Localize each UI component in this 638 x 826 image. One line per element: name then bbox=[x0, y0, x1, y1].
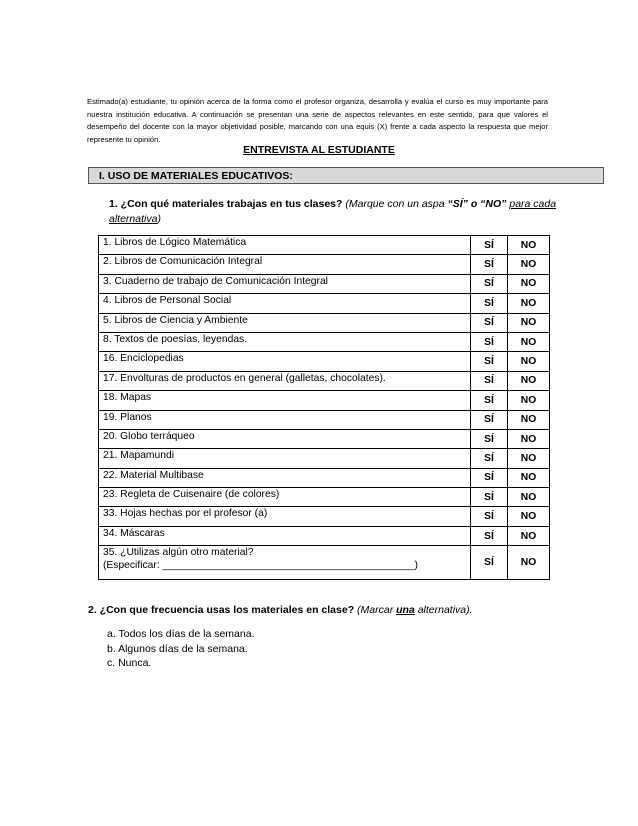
table-row bbox=[99, 410, 550, 429]
question-1-paren-open: ( bbox=[342, 198, 349, 210]
item-label: 1. Libros de Lógico Matemática bbox=[99, 236, 471, 255]
question-2-una: una bbox=[396, 604, 415, 616]
item-label: 33. Hojas hechas por el profesor (a) bbox=[99, 507, 471, 526]
no-cell[interactable]: NO bbox=[508, 449, 550, 468]
item-35-question: 35. ¿Utilizas algún otro material? bbox=[103, 547, 254, 559]
yes-cell[interactable]: SÍ bbox=[471, 546, 508, 580]
table-row bbox=[99, 313, 550, 332]
yes-cell[interactable]: SÍ bbox=[471, 313, 508, 332]
question-2 bbox=[88, 604, 473, 616]
yes-cell[interactable]: SÍ bbox=[471, 391, 508, 410]
question-2-options bbox=[107, 627, 254, 671]
item-label: 16. Enciclopedias bbox=[99, 352, 471, 371]
item-label: 17. Envolturas de productos en general (galletas, chocolates). bbox=[99, 371, 471, 390]
yes-cell[interactable]: SÍ bbox=[471, 429, 508, 448]
item-label: 5. Libros de Ciencia y Ambiente bbox=[99, 313, 471, 332]
no-cell[interactable]: NO bbox=[508, 507, 550, 526]
yes-cell[interactable]: SÍ bbox=[471, 371, 508, 390]
interview-title: ENTREVISTA AL ESTUDIANTE bbox=[243, 144, 395, 156]
item-35-specify: (Especificar: ____________________________________________) bbox=[103, 560, 418, 572]
no-cell[interactable]: NO bbox=[508, 526, 550, 545]
option-b[interactable]: b. Algunos días de la semana. bbox=[107, 642, 248, 655]
table-row bbox=[99, 507, 550, 526]
table-row bbox=[99, 449, 550, 468]
question-1-si-no: “SÍ” o “NO” bbox=[447, 198, 507, 210]
no-cell[interactable]: NO bbox=[508, 546, 550, 580]
no-cell[interactable]: NO bbox=[508, 429, 550, 448]
item-label: 34. Máscaras bbox=[99, 526, 471, 545]
item-label: 19. Planos bbox=[99, 410, 471, 429]
table-row bbox=[99, 274, 550, 293]
no-cell[interactable]: NO bbox=[508, 391, 550, 410]
yes-cell[interactable]: SÍ bbox=[471, 507, 508, 526]
table-row bbox=[99, 488, 550, 507]
item-label: 18. Mapas bbox=[99, 391, 471, 410]
no-cell[interactable]: NO bbox=[508, 352, 550, 371]
option-c[interactable]: c. Nunca. bbox=[107, 657, 152, 669]
question-1-para: para cada alternativa bbox=[109, 198, 557, 225]
no-cell[interactable]: NO bbox=[508, 332, 550, 351]
section-header bbox=[88, 167, 604, 184]
table-row bbox=[99, 429, 550, 448]
yes-cell[interactable]: SÍ bbox=[471, 274, 508, 293]
no-cell[interactable]: NO bbox=[508, 313, 550, 332]
yes-cell[interactable]: SÍ bbox=[471, 294, 508, 313]
table-row bbox=[99, 352, 550, 371]
yes-cell[interactable]: SÍ bbox=[471, 352, 508, 371]
table-row bbox=[99, 468, 550, 487]
no-cell[interactable]: NO bbox=[508, 410, 550, 429]
question-1 bbox=[109, 197, 579, 227]
no-cell[interactable]: NO bbox=[508, 468, 550, 487]
table-row bbox=[99, 236, 550, 255]
item-label: 8. Textos de poesías, leyendas. bbox=[99, 332, 471, 351]
yes-cell[interactable]: SÍ bbox=[471, 236, 508, 255]
yes-cell[interactable]: SÍ bbox=[471, 526, 508, 545]
yes-cell[interactable]: SÍ bbox=[471, 410, 508, 429]
item-label: 22. Material Multibase bbox=[99, 468, 471, 487]
intro-paragraph: Estimado(a) estudiante, tu opinión acerca de la forma como el profesor organiza, desarrolla y evalúa el curso es muy importante para nuestra institución educativa. A continuación se presentan una serie de aspectos relevantes en este sentido, para que valores el desempeño del docente con la mayor objetividad posible, marcando con una equis (X) frente a cada aspecto la respuesta que mejor represente tu opinión. bbox=[87, 97, 548, 144]
no-cell[interactable]: NO bbox=[508, 255, 550, 274]
table-row bbox=[99, 255, 550, 274]
table-row bbox=[99, 371, 550, 390]
item-label: 3. Cuaderno de trabajo de Comunicación Integral bbox=[99, 274, 471, 293]
question-1-text: 1. ¿Con qué materiales trabajas en tus clases? bbox=[109, 198, 343, 210]
item-label: 4. Libros de Personal Social bbox=[99, 294, 471, 313]
item-label: 2. Libros de Comunicación Integral bbox=[99, 255, 471, 274]
item-label: 21. Mapamundi bbox=[99, 449, 471, 468]
table-row bbox=[99, 332, 550, 351]
no-cell[interactable]: NO bbox=[508, 236, 550, 255]
item-label: 23. Regleta de Cuisenaire (de colores) bbox=[99, 488, 471, 507]
table-row bbox=[99, 546, 550, 580]
no-cell[interactable]: NO bbox=[508, 488, 550, 507]
no-cell[interactable]: NO bbox=[508, 294, 550, 313]
yes-cell[interactable]: SÍ bbox=[471, 449, 508, 468]
table-row bbox=[99, 391, 550, 410]
yes-cell[interactable]: SÍ bbox=[471, 468, 508, 487]
no-cell[interactable]: NO bbox=[508, 274, 550, 293]
table-row bbox=[99, 526, 550, 545]
option-a[interactable]: a. Todos los días de la semana. bbox=[107, 628, 255, 640]
materials-table bbox=[98, 235, 550, 580]
yes-cell[interactable]: SÍ bbox=[471, 255, 508, 274]
yes-cell[interactable]: SÍ bbox=[471, 332, 508, 351]
question-2-instruction: (Marcar bbox=[354, 604, 397, 616]
item-label bbox=[99, 546, 471, 580]
question-2-alternativa: alternativa). bbox=[414, 604, 473, 616]
question-1-paren-close: ) bbox=[157, 213, 161, 225]
table-row bbox=[99, 294, 550, 313]
yes-cell[interactable]: SÍ bbox=[471, 488, 508, 507]
section-title: I. USO DE MATERIALES EDUCATIVOS: bbox=[99, 170, 293, 182]
no-cell[interactable]: NO bbox=[508, 371, 550, 390]
question-2-text: 2. ¿Con que frecuencia usas los materiales en clase? bbox=[88, 604, 355, 616]
item-label: 20. Globo terráqueo bbox=[99, 429, 471, 448]
question-1-instruction: Marque con un aspa bbox=[348, 198, 448, 210]
